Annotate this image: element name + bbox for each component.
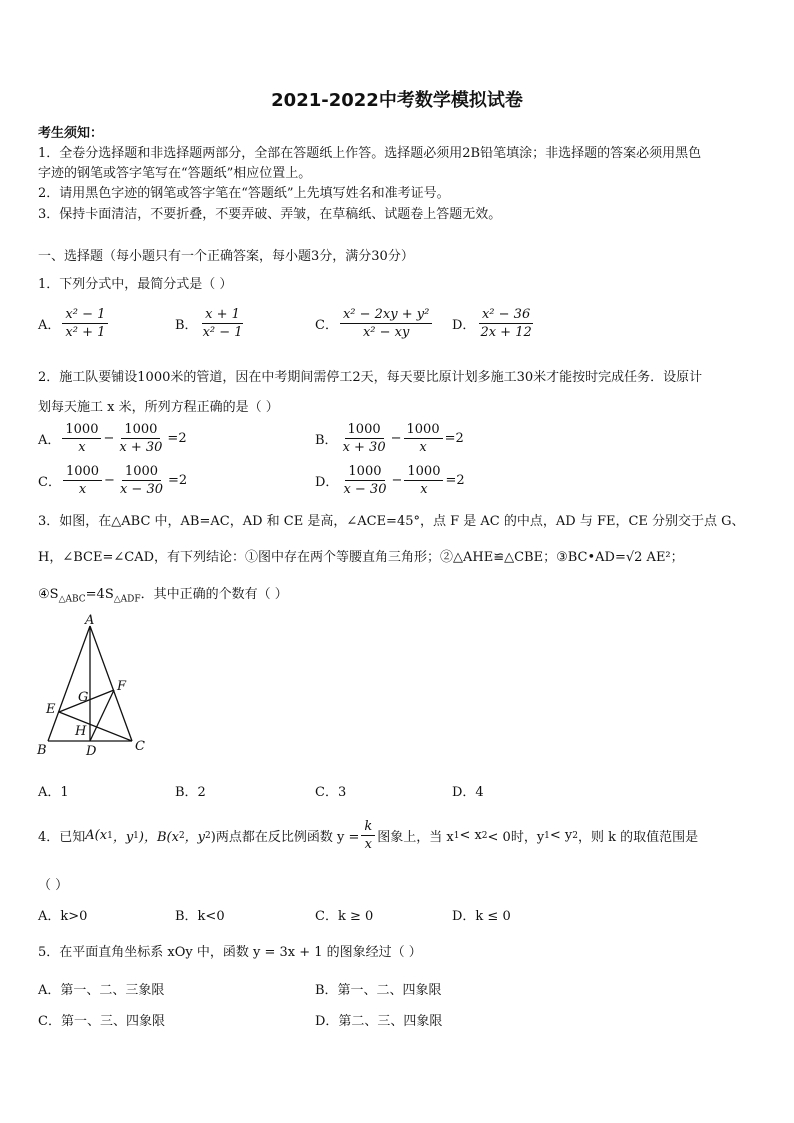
numerator: x² − 36 (479, 306, 533, 324)
option-label: C． (315, 318, 338, 333)
text-run: ，y (112, 830, 134, 845)
fraction (63, 463, 102, 498)
subscript: 2 (572, 830, 579, 841)
fraction (361, 818, 375, 853)
text-run: )两点都在反比例函数 y = (210, 830, 360, 845)
fraction (62, 421, 101, 456)
subscript: △ADF (113, 594, 141, 605)
text-run: ，y (184, 830, 206, 845)
vertex-label-a: A (85, 613, 95, 628)
q3-option-d[interactable]: D．4 (452, 785, 484, 800)
numerator: k (361, 818, 375, 836)
q2-stem: 划每天施工 x 米，所列方程正确的是（ ） (38, 400, 279, 415)
q5-stem: 5．在平面直角坐标系 xOy 中，函数 y = 3x + 1 的图象经过（ ） (38, 945, 422, 960)
q4-answer-paren: （ ） (38, 878, 69, 893)
fraction (340, 306, 432, 341)
denominator: x (78, 482, 87, 497)
text-run: < x (459, 828, 482, 843)
text-run: < 0时，y (487, 830, 545, 845)
fraction (200, 306, 246, 341)
q4-option-d[interactable]: D．k ≤ 0 (452, 909, 511, 924)
fraction (340, 421, 389, 456)
equation-rhs: =2 (167, 431, 187, 446)
numerator: 1000 (404, 421, 443, 439)
vertex-label-b: B (37, 743, 47, 758)
q3-option-b[interactable]: B．2 (175, 785, 206, 800)
text-run: < y (549, 828, 573, 843)
denominator: x² − 1 (202, 325, 243, 340)
point-label-e: E (46, 702, 56, 717)
fraction (62, 306, 108, 341)
numerator: 1000 (122, 463, 161, 481)
page-title: 2021-2022中考数学模拟试卷 (271, 90, 523, 111)
point-label-d: D (86, 744, 97, 759)
q4-option-a[interactable]: A．k>0 (38, 909, 88, 924)
text-run: )，B(x (138, 830, 179, 845)
q5-option-c[interactable]: C．第一、三、四象限 (38, 1014, 165, 1029)
q3-option-a[interactable]: A．1 (38, 785, 69, 800)
q1-option-a[interactable] (38, 306, 110, 341)
numerator: x² − 2xy + y² (340, 306, 432, 324)
vertex-label-c: C (135, 739, 145, 754)
numerator: 1000 (345, 463, 384, 481)
denominator: x² − xy (362, 325, 410, 340)
fraction (340, 463, 389, 498)
notice-line: 1．全卷分选择题和非选择题两部分，全部在答题纸上作答。选择题必须用2B铅笔填涂；非选择题的答案必须用黑色 (38, 146, 702, 161)
denominator: x² + 1 (65, 325, 106, 340)
denominator: x + 30 (342, 440, 386, 455)
equation-rhs: =2 (444, 431, 464, 446)
q2-option-d[interactable]: D． $\frac{1000}{x - 30}$ − $\frac{1000}{x}$ =2 (315, 464, 465, 497)
option-label: B． (175, 318, 198, 333)
subscript: 2 (205, 830, 211, 841)
numerator: 1000 (345, 421, 384, 439)
point-label-h: H (75, 724, 87, 739)
q2-option-b[interactable]: B． $\frac{1000}{x + 30}$ − $\frac{1000}{x}$ =2 (315, 422, 464, 455)
q2-stem: 2．施工队要铺设1000米的管道，因在中考期间需停工2天，每天要比原计划多施工30米才能按时完成任务．设原计 (38, 370, 703, 385)
fraction (477, 306, 534, 341)
denominator: x (78, 440, 86, 455)
subscript: 1 (544, 830, 550, 841)
q2-option-a[interactable]: A． $\frac{1000}{x}$ − $\frac{1000}{x + 30}$ =2 (38, 422, 187, 455)
q1-option-d[interactable] (452, 306, 537, 341)
q3-stem: H，∠BCE=∠CAD，有下列结论：①图中存在两个等腰直角三角形；②△AHE≌△CBE；③BC•AD=√2 AE²； (38, 550, 684, 565)
fraction (404, 463, 443, 498)
option-label: D． (452, 318, 476, 333)
denominator: x (419, 440, 427, 455)
option-label: C． (38, 475, 61, 490)
denominator: x − 30 (119, 482, 163, 497)
q1-option-c[interactable] (315, 306, 434, 341)
q4-stem (38, 818, 698, 853)
equation-rhs: =2 (445, 473, 465, 488)
option-label: D． (315, 475, 339, 490)
numerator: x² − 1 (62, 306, 108, 324)
denominator: x − 30 (343, 482, 387, 497)
q2-option-c[interactable]: C． $\frac{1000}{x}$ − $\frac{1000}{x - 30}$ =2 (38, 464, 188, 497)
q4-option-c[interactable]: C．k ≥ 0 (315, 909, 374, 924)
q5-option-d[interactable]: D．第二、三、四象限 (315, 1014, 443, 1029)
denominator: 2x + 12 (480, 325, 532, 340)
text-run: 4．已知 (38, 830, 86, 845)
text-run: A(x (85, 828, 108, 843)
section-heading: 一、选择题（每小题只有一个正确答案，每小题3分，满分30分） (38, 249, 414, 264)
q3-stem: 3．如图，在△ABC 中，AB=AC，AD 和 CE 是高，∠ACE=45°，点 F 是 AC 的中点，AD 与 FE，CE 分别交于点 G、 (38, 514, 745, 529)
subscript: 2 (481, 830, 488, 841)
numerator: x + 1 (202, 306, 243, 324)
subscript: 1 (453, 830, 460, 841)
text-run: ④S (38, 587, 59, 602)
notice-line: 3．保持卡面清洁，不要折叠，不要弄破、弄皱，在草稿纸、试题卷上答题无效。 (38, 207, 502, 222)
subscript: 2 (178, 830, 185, 841)
text-run: 图象上，当 x (377, 830, 454, 845)
q5-option-a[interactable]: A．第一、二、三象限 (38, 983, 165, 998)
fraction (117, 463, 166, 498)
notice-heading: 考生须知： (38, 126, 104, 141)
subscript: △ABC (58, 594, 86, 605)
option-label: B． (315, 433, 338, 448)
q3-stem (38, 583, 288, 605)
fraction (404, 421, 443, 456)
q4-option-b[interactable]: B．k<0 (175, 909, 225, 924)
text-run: ．其中正确的个数有（ ） (140, 587, 288, 602)
text-run: =4S (85, 587, 114, 602)
subscript: 1 (133, 830, 139, 841)
numerator: 1000 (62, 421, 101, 439)
equation-rhs: =2 (167, 473, 188, 488)
point-label-g: G (78, 690, 89, 705)
option-label: A． (38, 433, 61, 448)
denominator: x (364, 837, 372, 852)
subscript: 1 (107, 830, 113, 841)
q3-option-c[interactable]: C．3 (315, 785, 347, 800)
numerator: 1000 (63, 463, 102, 481)
notice-line: 2．请用黑色字迹的钢笔或答字笔在“答题纸”上先填写姓名和准考证号。 (38, 186, 450, 201)
q1-option-b[interactable] (175, 306, 248, 341)
point-label-f: F (117, 679, 127, 694)
denominator: x + 30 (119, 440, 163, 455)
option-label: A． (38, 318, 61, 333)
notice-line: 字迹的钢笔或答字笔写在“答题纸”相应位置上。 (38, 166, 312, 181)
fraction (116, 421, 165, 456)
numerator: 1000 (121, 421, 160, 439)
triangle-figure (34, 612, 150, 764)
text-run: ，则 k 的取值范围是 (578, 830, 699, 845)
q1-stem: 1．下列分式中，最简分式是（ ） (38, 277, 233, 292)
q5-option-b[interactable]: B．第一、二、四象限 (315, 983, 442, 998)
numerator: 1000 (404, 463, 443, 481)
denominator: x (420, 482, 428, 497)
